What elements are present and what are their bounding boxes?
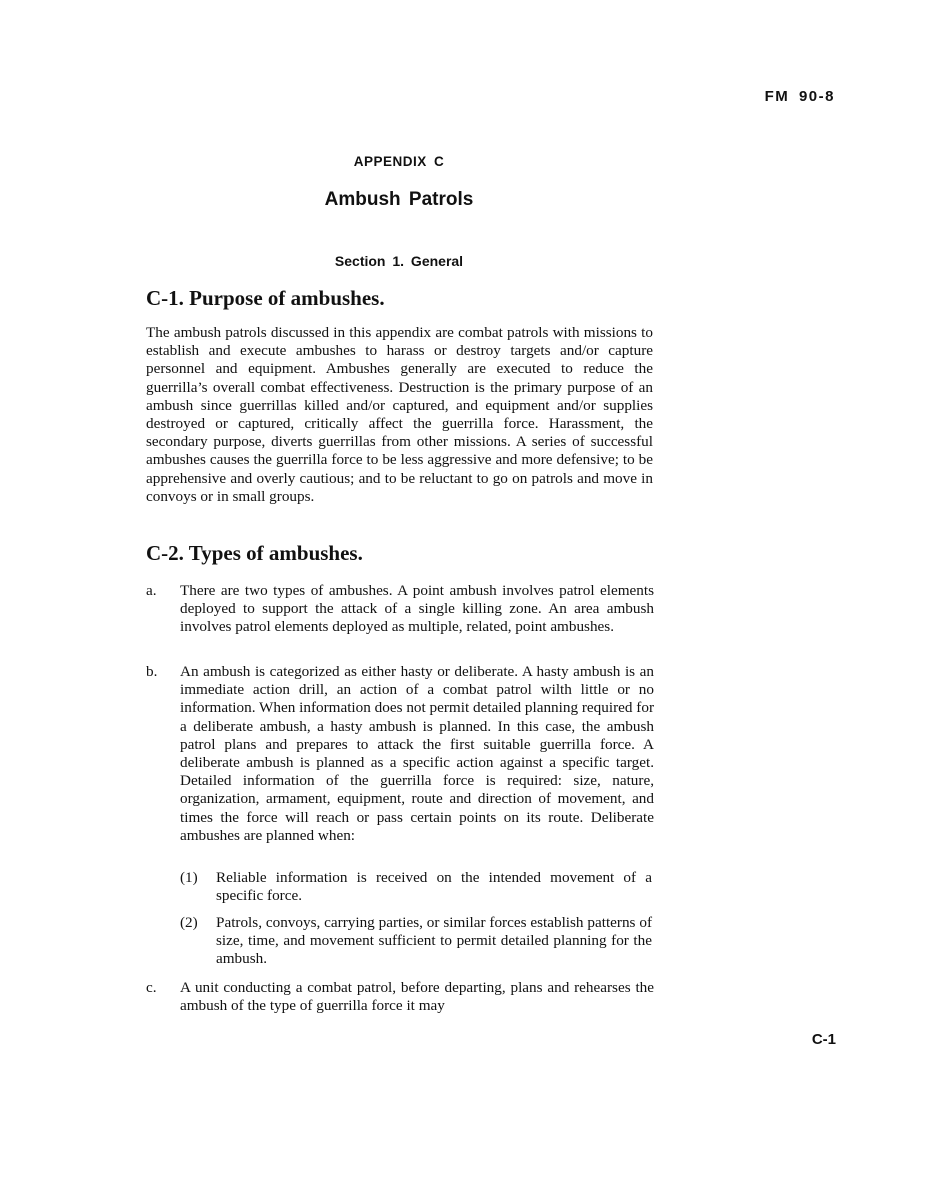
heading-purpose-of-ambushes: C-1. Purpose of ambushes. bbox=[146, 286, 385, 310]
list-marker: c. bbox=[146, 979, 157, 996]
paragraph-purpose: The ambush patrols discussed in this appendix are combat patrols with missions to establish and execute ambushes to harass or destroy targets and/or capture personnel and equipment. Ambushes generally are executed to reduce the guerrilla’s overall combat effectiveness. Destruction is the primary purpose of an ambush since guerrillas killed and/or captured, and equipment and/or supplies destroyed or captured, critically affect the guerrilla force. Harassment, the secondary purpose, diverts guerrillas from other missions. A series of successful ambushes causes the guerrilla force to be less aggressive and more defensive; to be apprehensive and overly cautious; and to be reluctant to go on patrols and move in convoys or in small groups. bbox=[146, 324, 653, 505]
sub-item-text: Patrols, convoys, carrying parties, or similar forces establish patterns of size, time, and movement sufficient to permit detailed planning for the ambush. bbox=[216, 914, 652, 968]
sub-item-marker: (2) bbox=[180, 914, 198, 931]
sub-item-text: Reliable information is received on the intended movement of a specific force. bbox=[216, 869, 652, 905]
list-item-text: An ambush is categorized as either hasty or deliberate. A hasty ambush is an immediate action drill, an action of a combat patrol wilth little or no information. When information does not permit detailed planning required for a deliberate ambush, a hasty ambush is planned. In this case, the ambush patrol plans and prepares to attack the first suitable guerrilla force. A deliberate ambush is planned as a specific action against a specific target. Detailed information of the guerrilla force is required: size, nature, organization, armament, equipment, route and direction of movement, and times the force will reach or pass certain points on its route. Deliberate ambushes are planned when: bbox=[180, 663, 654, 844]
list-item-text: A unit conducting a combat patrol, before departing, plans and rehearses the ambush of the type of guerrilla force it may bbox=[180, 979, 654, 1015]
field-manual-number: FM 90-8 bbox=[764, 88, 835, 105]
list-marker: b. bbox=[146, 663, 158, 680]
page-number: C-1 bbox=[811, 1031, 836, 1048]
appendix-label: APPENDIX C bbox=[353, 154, 445, 169]
heading-types-of-ambushes: C-2. Types of ambushes. bbox=[146, 541, 363, 565]
sub-item-marker: (1) bbox=[180, 869, 198, 886]
section-title: Section 1. General bbox=[334, 253, 464, 269]
list-marker: a. bbox=[146, 582, 157, 599]
appendix-title: Ambush Patrols bbox=[324, 189, 474, 210]
list-item-text: There are two types of ambushes. A point ambush involves patrol elements deployed to support the attack of a single killing zone. An area ambush involves patrol elements deployed as multiple, related, point ambushes. bbox=[180, 582, 654, 636]
